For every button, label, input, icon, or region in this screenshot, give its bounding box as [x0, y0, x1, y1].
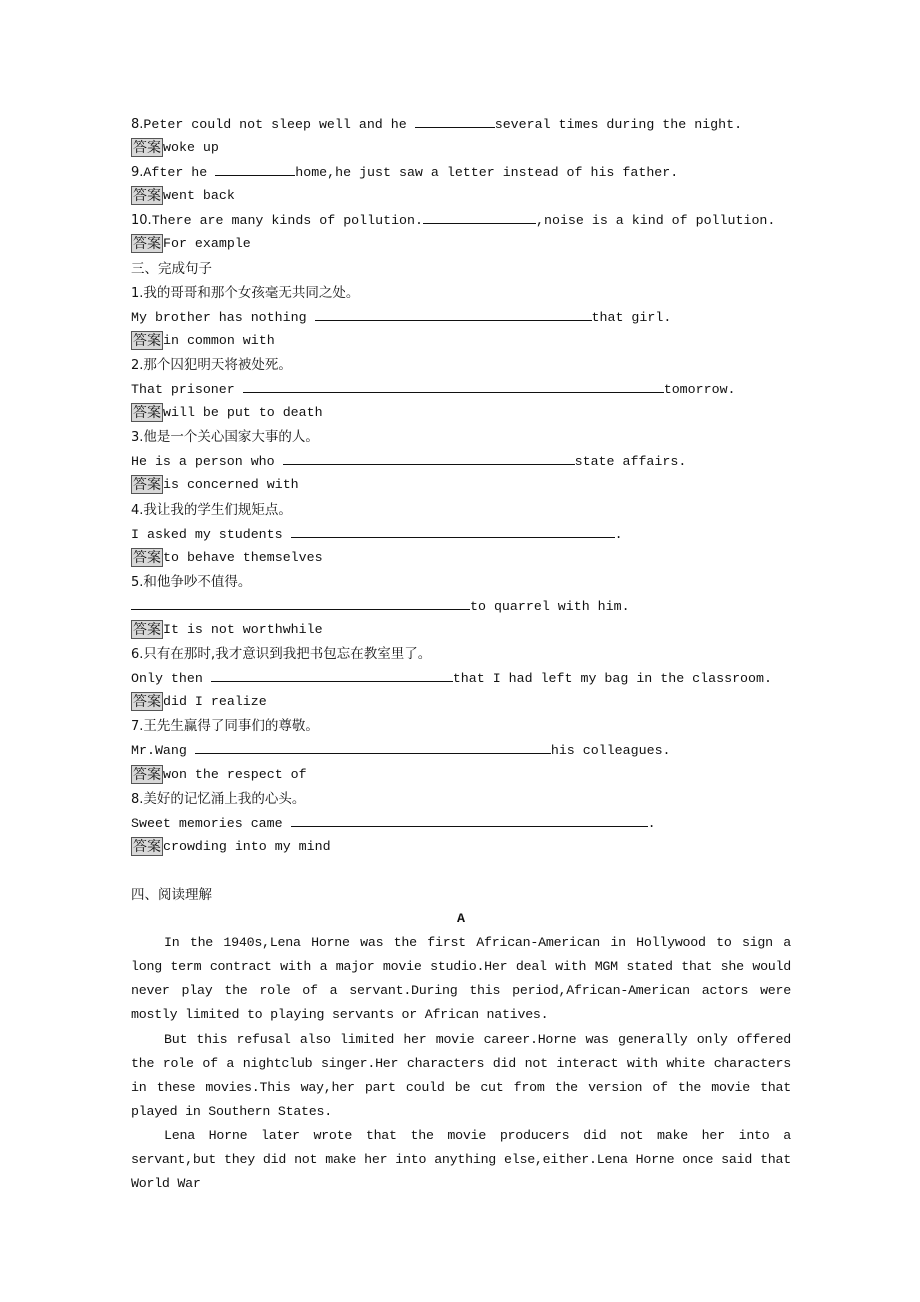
answer-label-box: 答案 [133, 188, 161, 205]
passage-label: A [457, 911, 465, 927]
question-text-after: ,noise is a kind of pollution. [536, 213, 776, 229]
sentence-after: . [614, 526, 623, 542]
sentence-after: to quarrel with him. [470, 598, 630, 614]
answer-label-box: 答案 [133, 838, 161, 855]
english-sentence-line [131, 305, 791, 329]
answer-blank [215, 160, 295, 176]
sentence-after: state affairs. [574, 454, 687, 470]
answer-line [131, 690, 791, 714]
sentence-before: I asked my students [131, 526, 291, 542]
answer-line [131, 329, 791, 353]
chinese-prompt [131, 281, 791, 305]
question-number: 8. [131, 791, 144, 807]
answer-label-box: 答案 [133, 140, 161, 157]
question-text-after: several times during the night. [494, 117, 743, 132]
answer-text: will be put to death [163, 405, 323, 421]
answer-text: in common with [163, 332, 275, 348]
answer-line [131, 136, 791, 160]
sentence-before: He is a person who [131, 454, 283, 470]
chinese-sentence: 我让我的学生们规矩点。 [143, 501, 292, 518]
question-number: 7. [131, 719, 144, 735]
answer-line [131, 232, 791, 256]
answer-text: to behave themselves [163, 549, 323, 565]
chinese-sentence: 和他争吵不值得。 [143, 573, 252, 590]
question-line [131, 208, 791, 232]
question-text-before: Peter could not sleep well and he [143, 117, 415, 132]
passage-paragraph: Lena Horne later wrote that the movie producers did not make her into a servant,but they did not make her into anything else,either.Lena Horne once said that World War [131, 1127, 791, 1192]
question-number: 4. [131, 502, 144, 518]
chinese-sentence: 他是一个关心国家大事的人。 [143, 429, 319, 446]
answer-blank [211, 666, 453, 682]
answer-label-box: 答案 [133, 766, 161, 783]
answer-label-box: 答案 [133, 694, 161, 711]
answer-blank [291, 522, 615, 538]
question-number: 2. [131, 357, 144, 373]
answer-line [131, 835, 791, 859]
english-sentence-line [131, 522, 791, 546]
question-number: 10. [131, 213, 152, 229]
answer-blank [243, 377, 664, 393]
passage-paragraph: But this refusal also limited her movie career.Horne was generally only offered the role of a nightclub singer.Her characters did not interact with white characters in these movies.This way,her part could be cut from the version of the movie that played in Southern States. [131, 1031, 791, 1119]
answer-blank [195, 738, 551, 754]
sentence-after: . [647, 815, 656, 831]
document-page [131, 112, 791, 1196]
chinese-prompt [131, 570, 791, 594]
answer-blank [415, 112, 495, 128]
answer-label-box: 答案 [133, 332, 161, 349]
chinese-prompt [131, 498, 791, 522]
question-number: 5. [131, 574, 144, 590]
answer-blank [131, 594, 470, 610]
chinese-sentence: 王先生赢得了同事们的尊敬。 [143, 718, 319, 735]
sentence-before: That prisoner [131, 382, 243, 398]
chinese-prompt [131, 353, 791, 377]
passage-paragraph: In the 1940s,Lena Horne was the first African-American in Hollywood to sign a long term contract with a major movie studio.Her deal with MGM stated that she would never play the role of a servant.During this period,African-American actors were mostly limited to playing servants or African natives. [131, 935, 791, 1023]
answer-line [131, 546, 791, 570]
chinese-prompt [131, 714, 791, 738]
sentence-before: Mr.Wang [131, 743, 195, 759]
section4-title: 四、阅读理解 [131, 887, 212, 903]
question-line [131, 160, 791, 184]
english-sentence-line [131, 594, 791, 618]
english-sentence-line [131, 738, 791, 762]
chinese-sentence: 只有在那时,我才意识到我把书包忘在教室里了。 [143, 646, 432, 663]
question-number: 8. [131, 117, 144, 132]
answer-text: It is not worthwhile [163, 621, 323, 637]
answer-text: crowding into my mind [163, 838, 331, 854]
answer-line [131, 473, 791, 497]
english-sentence-line [131, 449, 791, 473]
sentence-before: Sweet memories came [131, 815, 291, 831]
english-sentence-line [131, 811, 791, 835]
sentence-before: My brother has nothing [131, 309, 315, 325]
chinese-sentence: 我的哥哥和那个女孩毫无共同之处。 [143, 284, 360, 301]
sentence-after: his colleagues. [550, 743, 671, 759]
question-number: 1. [131, 285, 144, 301]
chinese-prompt [131, 642, 791, 666]
question-number: 9. [131, 165, 144, 181]
english-sentence-line [131, 377, 791, 401]
blank-line [131, 859, 791, 883]
answer-line [131, 763, 791, 787]
answer-blank [283, 449, 575, 465]
answer-label-box: 答案 [133, 621, 161, 638]
answer-line [131, 184, 791, 208]
answer-blank [315, 305, 592, 321]
english-sentence-line [131, 666, 791, 690]
answer-label-box: 答案 [133, 236, 161, 253]
question-text-after: home,he just saw a letter instead of his father. [295, 165, 679, 181]
answer-text: is concerned with [163, 477, 299, 493]
sentence-after: that girl. [591, 309, 672, 325]
answer-line [131, 618, 791, 642]
chinese-prompt [131, 787, 791, 811]
question-number: 6. [131, 647, 144, 663]
sentence-after: tomorrow. [663, 382, 736, 398]
answer-text: did I realize [163, 694, 267, 710]
question-line [131, 112, 791, 136]
chinese-sentence: 美好的记忆涌上我的心头。 [143, 790, 306, 807]
answer-line [131, 401, 791, 425]
answer-blank [291, 811, 648, 827]
answer-text: won the respect of [163, 766, 307, 782]
answer-label-box: 答案 [133, 405, 161, 422]
chinese-prompt [131, 425, 791, 449]
answer-label-box: 答案 [133, 549, 161, 566]
question-number: 3. [131, 430, 144, 446]
answer-text: For example [163, 236, 251, 252]
sentence-before: Only then [131, 671, 211, 687]
answer-text: went back [163, 188, 235, 204]
answer-blank [423, 208, 536, 224]
question-text-before: There are many kinds of pollution. [151, 213, 423, 229]
sentence-after: that I had left my bag in the classroom. [452, 671, 772, 687]
question-text-before: After he [143, 165, 216, 181]
answer-label-box: 答案 [133, 477, 161, 494]
answer-text: woke up [163, 140, 219, 156]
chinese-sentence: 那个囚犯明天将被处死。 [143, 356, 292, 373]
section3-title: 三、完成句子 [131, 260, 212, 277]
